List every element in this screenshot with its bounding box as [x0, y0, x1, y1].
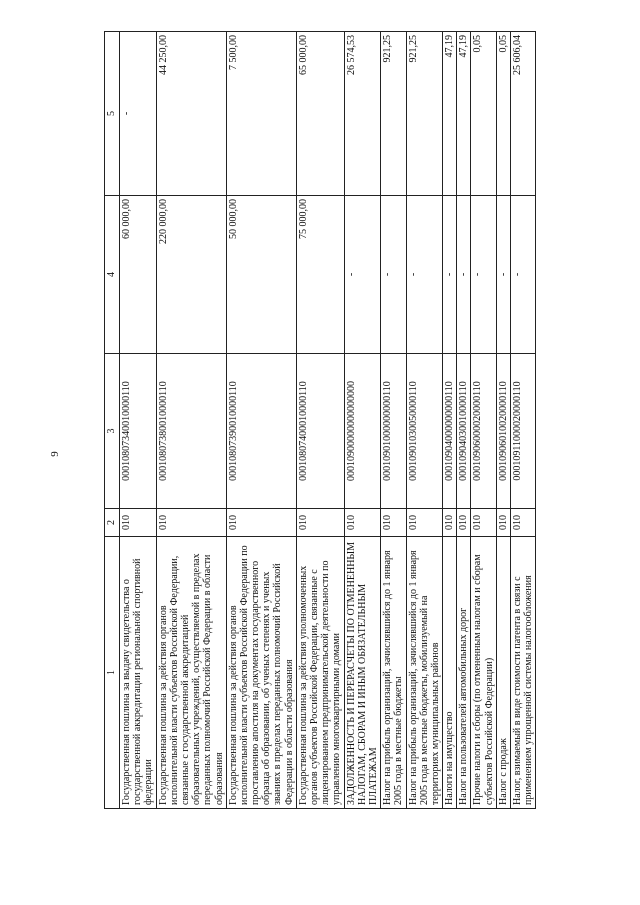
row-plan-amount-cell: - — [457, 196, 471, 354]
row-budget-code-cell: 00010901000000000110 — [381, 354, 406, 509]
row-budget-code-cell: 00010904000000000110 — [443, 354, 457, 509]
row-name-cell: ЗАДОЛЖЕННОСТЬ И ПЕРЕРАСЧЕТЫ ПО ОТМЕНЕННЫМ НАЛОГАМ, СБОРАМ И ИНЫМ ОБЯЗАТЕЛЬНЫМ ПЛАТЕЖАМ — [344, 537, 381, 809]
table-row — [381, 32, 406, 809]
row-budget-code-cell: 00010904030010000110 — [457, 354, 471, 509]
row-line-code-cell: 010 — [471, 509, 496, 537]
table-row — [471, 32, 496, 809]
row-line-code-cell: 010 — [381, 509, 406, 537]
column-header: 1 — [105, 537, 120, 809]
page-number: 9 — [48, 451, 61, 457]
row-line-code-cell: 010 — [120, 509, 157, 537]
row-budget-code-cell: 00010900000000000000 — [344, 354, 381, 509]
table-row — [226, 32, 296, 809]
row-actual-amount-cell: 0,05 — [471, 32, 496, 196]
row-name-cell: Налог на пользователей автомобильных дорог — [457, 537, 471, 809]
row-plan-amount-cell: - — [471, 196, 496, 354]
row-plan-amount-cell: - — [496, 196, 510, 354]
row-plan-amount-cell: 220 000,00 — [156, 196, 226, 354]
row-line-code-cell: 010 — [443, 509, 457, 537]
budget-table — [104, 31, 536, 809]
row-actual-amount-cell: 47,19 — [457, 32, 471, 196]
row-name-cell: Государственная пошлина за действия уполномоченных органов субъектов Российской Федерации, связанные с лицензированием предпринимательской деятельности по управлению многоквартирными домами — [296, 537, 344, 809]
column-header: 3 — [105, 354, 120, 509]
table-row — [457, 32, 471, 809]
row-actual-amount-cell: 47,19 — [443, 32, 457, 196]
row-name-cell: Государственная пошлина за действия органов исполнительной власти субъектов Российской Федерации, связанные с государственной аккредитацией образовательных учреждений, осуществляемой в пределах переданных полномочий Российской Федерации в области образования — [156, 537, 226, 809]
row-actual-amount-cell: 44 250,00 — [156, 32, 226, 196]
column-header: 4 — [105, 196, 120, 354]
row-actual-amount-cell: - — [120, 32, 157, 196]
row-plan-amount-cell: 60 000,00 — [120, 196, 157, 354]
row-line-code-cell: 010 — [511, 509, 536, 537]
table-body — [120, 32, 536, 809]
row-line-code-cell: 010 — [344, 509, 381, 537]
row-line-code-cell: 010 — [296, 509, 344, 537]
row-name-cell: Государственная пошлина за действия органов исполнительной власти субъектов Российской Федерации по проставлению апостиля на документах государственного образца об образовании, об ученых степенях и ученых званиях в пределах переданных полномочий Российской Федерации в области образования — [226, 537, 296, 809]
row-actual-amount-cell: 921,25 — [381, 32, 406, 196]
column-header: 5 — [105, 32, 120, 196]
row-budget-code-cell: 00010906010020000110 — [496, 354, 510, 509]
row-plan-amount-cell: 50 000,00 — [226, 196, 296, 354]
row-line-code-cell: 010 — [406, 509, 443, 537]
row-plan-amount-cell: 75 000,00 — [296, 196, 344, 354]
row-name-cell: Налог с продаж — [496, 537, 510, 809]
row-budget-code-cell: 00010807340010000110 — [120, 354, 157, 509]
row-name-cell: Налог, взимаемый в виде стоимости патента в связи с применением упрощенной системы налогообложения — [511, 537, 536, 809]
row-line-code-cell: 010 — [156, 509, 226, 537]
row-actual-amount-cell: 7 500,00 — [226, 32, 296, 196]
table-row — [156, 32, 226, 809]
row-actual-amount-cell: 0,05 — [496, 32, 510, 196]
row-actual-amount-cell: 26 574,53 — [344, 32, 381, 196]
row-plan-amount-cell: - — [406, 196, 443, 354]
row-budget-code-cell: 00010807380010000110 — [156, 354, 226, 509]
row-budget-code-cell: 00010906000020000110 — [471, 354, 496, 509]
table-row — [406, 32, 443, 809]
row-line-code-cell: 010 — [496, 509, 510, 537]
row-line-code-cell: 010 — [226, 509, 296, 537]
table-row — [120, 32, 157, 809]
row-name-cell: Налог на прибыль организаций, зачислявшийся до 1 января 2005 года в местные бюджеты, мобилизуемый на территориях муниципальных районов — [406, 537, 443, 809]
table-row — [511, 32, 536, 809]
row-plan-amount-cell: - — [344, 196, 381, 354]
row-line-code-cell: 010 — [457, 509, 471, 537]
row-actual-amount-cell: 921,25 — [406, 32, 443, 196]
row-plan-amount-cell: - — [511, 196, 536, 354]
row-name-cell: Государственная пошлина за выдачу свидетельства о государственной аккредитации региональной спортивной федерации — [120, 537, 157, 809]
row-actual-amount-cell: 25 606,04 — [511, 32, 536, 196]
table-row — [344, 32, 381, 809]
row-name-cell: Прочие налоги и сборы (по отмененным налогам и сборам субъектов Российской Федерации) — [471, 537, 496, 809]
table-row — [296, 32, 344, 809]
column-header: 2 — [105, 509, 120, 537]
row-name-cell: Налог на прибыль организаций, зачислявшийся до 1 января 2005 года в местные бюджеты — [381, 537, 406, 809]
row-budget-code-cell: 00010807390010000110 — [226, 354, 296, 509]
row-budget-code-cell: 00010807400010000110 — [296, 354, 344, 509]
row-name-cell: Налоги на имущество — [443, 537, 457, 809]
row-plan-amount-cell: - — [381, 196, 406, 354]
row-budget-code-cell: 00010911000020000110 — [511, 354, 536, 509]
table-row — [496, 32, 510, 809]
table-row — [443, 32, 457, 809]
rotated-table-container — [104, 32, 609, 809]
table-header-row — [105, 32, 120, 809]
row-actual-amount-cell: 65 000,00 — [296, 32, 344, 196]
row-budget-code-cell: 00010901030050000110 — [406, 354, 443, 509]
row-plan-amount-cell: - — [443, 196, 457, 354]
